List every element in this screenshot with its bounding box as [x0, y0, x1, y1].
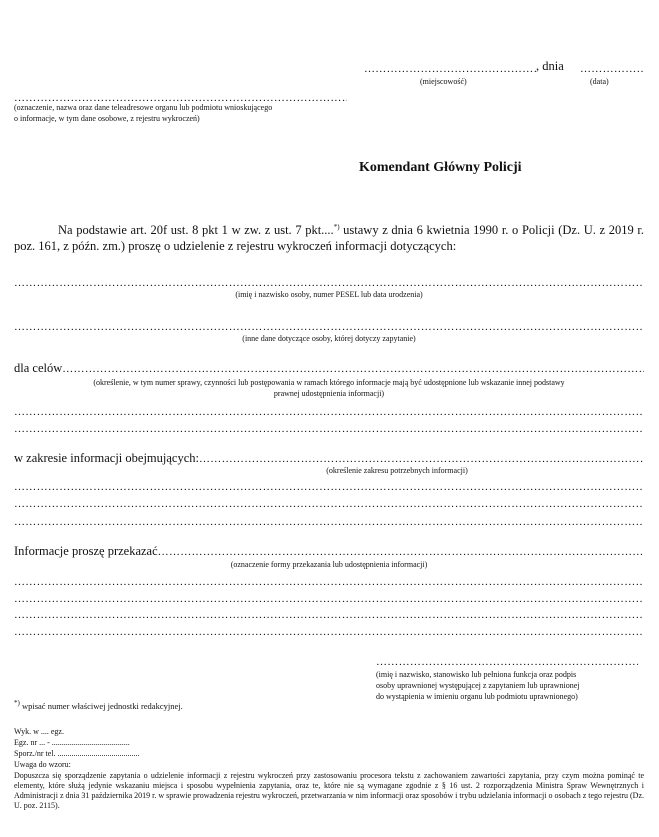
- intro-text-start: Na podstawie art. 20f ust. 8 pkt 1 w zw. z ust. 7 pkt....: [58, 223, 334, 237]
- other-data-caption: (inne dane dotyczące osoby, której dotyczy zapytanie): [242, 334, 416, 343]
- purpose-caption-line2: prawnej udostępnienia informacji): [273, 389, 385, 398]
- note-text: Dopuszcza się sporządzenie zapytania o udzielenie informacji z rejestru wykroczeń przy zastosowaniu procesora tekstu z zachowaniem zawartości zapytania, przy czym można pominąć te elementy, które służą jedynie wskazaniu miejsca i sposobu wypełnienia zapytania, oraz te, które nie są wymagane zgodnie z § 16 ust. 2 rozporządzenia Ministra Spraw Wewnętrznych i Administracji z dnia 31 października 2019 r. w sprawie prowadzenia rejestru wykroczeń, przetwarzania w nim informacji oraz sposobów i trybu udzielania informacji o osobach z tego rejestru (Dz. U. poz. 2115).: [14, 771, 644, 810]
- purpose-caption-line1: (określenie, w tym numer sprawy, czynności lub postępowania w ramach którego informacje mają być udostępnione lub wskazanie innej podstawy: [93, 378, 565, 387]
- scope-field-line4[interactable]: [14, 516, 644, 528]
- date-prefix-label: , dnia: [536, 59, 564, 73]
- scope-label: w zakresie informacji obejmujących:: [14, 451, 199, 465]
- signature-caption-line1: (imię i nazwisko, stanowisko lub pełniona funkcja oraz podpis: [376, 670, 577, 679]
- purpose-field[interactable]: [62, 363, 644, 375]
- delivery-label: Informacje proszę przekazać: [14, 544, 158, 558]
- scope-field-line2[interactable]: [14, 481, 644, 493]
- delivery-field-line5[interactable]: [14, 626, 644, 638]
- footnote-mark: *): [14, 699, 20, 708]
- footnote-text: wpisać numer właściwej jednostki redakcyjnej.: [19, 701, 183, 711]
- footnote: [14, 701, 183, 712]
- other-data-field[interactable]: [14, 321, 644, 333]
- purpose-label: dla celów: [14, 361, 63, 375]
- delivery-field-line4[interactable]: [14, 609, 644, 621]
- signature-caption-line2: osoby uprawnionej występującej z zapytaniem lub uprawnionej: [376, 681, 580, 690]
- intro-footnote-mark: *): [333, 222, 340, 231]
- intro-text-end: ustawy z dnia 6 kwietnia 1990 r. o Policji (Dz. U. z 2019 r. poz. 161, z późn. zm.) proszę o udzielenie z rejestru wykroczeń informacji dotyczących:: [14, 223, 644, 253]
- intro-paragraph: [14, 222, 644, 254]
- delivery-caption: (oznaczenie formy przekazania lub udostępnienia informacji): [230, 560, 428, 569]
- purpose-field-line3[interactable]: [14, 423, 644, 435]
- copies-count: Wyk. w .... egz.: [14, 727, 64, 736]
- delivery-field-line2[interactable]: [14, 576, 644, 588]
- scope-row: [14, 450, 644, 466]
- purpose-row: [14, 360, 644, 376]
- place-caption: (miejscowość): [420, 77, 467, 86]
- prepared-by: Sporz./nr tel. .........................................: [14, 749, 140, 758]
- signature-caption-line3: do wystąpienia w imieniu organu lub podmiotu uprawnionego): [376, 692, 578, 701]
- delivery-row: [14, 543, 644, 559]
- copy-number: Egz. nr ... - .......................................: [14, 738, 130, 747]
- delivery-field-line3[interactable]: [14, 593, 644, 605]
- date-caption: (data): [590, 77, 609, 86]
- scope-caption: (określenie zakresu potrzebnych informacji): [326, 466, 468, 475]
- purpose-field-line2[interactable]: [14, 406, 644, 418]
- applicant-caption-line2: o informacje, w tym dane osobowe, z rejestru wykroczeń): [14, 114, 200, 123]
- date-field[interactable]: [580, 63, 644, 75]
- addressee-title: Komendant Główny Policji: [359, 160, 522, 175]
- person-caption: (imię i nazwisko osoby, numer PESEL lub data urodzenia): [235, 290, 423, 299]
- scope-field[interactable]: [199, 453, 644, 465]
- delivery-field[interactable]: [158, 546, 644, 558]
- scope-field-line3[interactable]: [14, 498, 644, 510]
- person-field[interactable]: [14, 277, 644, 289]
- note-title: Uwaga do wzoru:: [14, 760, 71, 769]
- applicant-caption-line1: (oznaczenie, nazwa oraz dane teleadresowe organu lub podmiotu wnioskującego: [14, 103, 273, 112]
- signature-field[interactable]: [376, 656, 638, 668]
- place-field[interactable]: [364, 63, 536, 75]
